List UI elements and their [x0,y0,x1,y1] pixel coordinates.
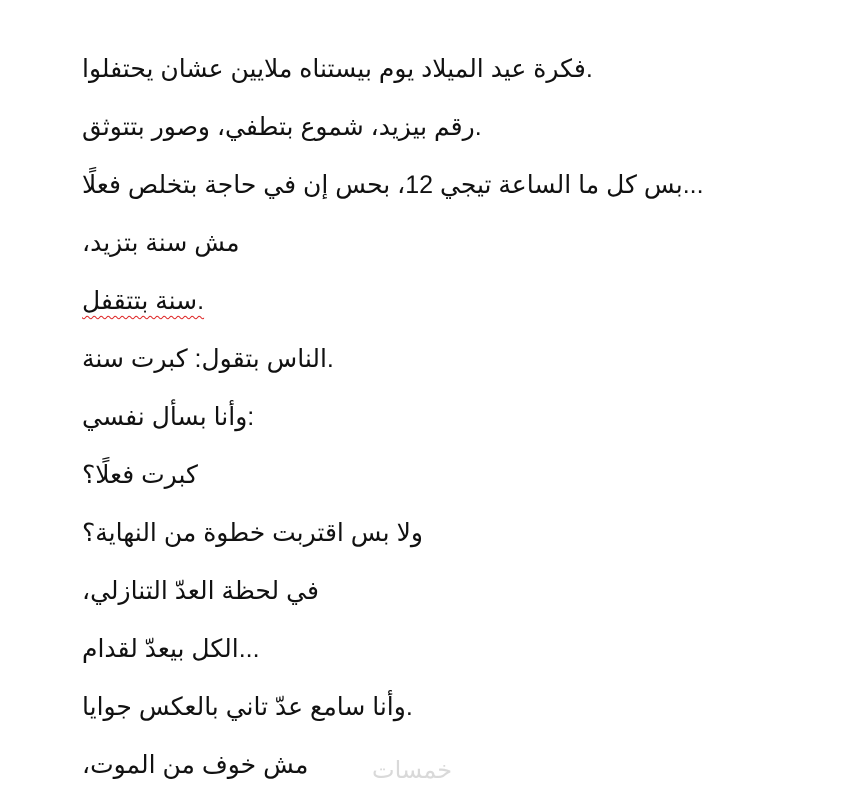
text-line-8: كبرت فعلًا؟ [82,461,198,489]
text-line-10: في لحظة العدّ التنازلي، [82,577,319,605]
text-line-7: :وأنا بسأل نفسي [82,403,255,431]
text-line-11: ...الكل بيعدّ لقدام [82,635,260,663]
text-line-2: .رقم بيزيد، شموع بتطفي، وصور بتتوثق [82,113,482,141]
text-line-6: .الناس بتقول: كبرت سنة [82,345,334,373]
watermark-logo: خمسات [372,756,453,784]
text-line-4: مش سنة بتزيد، [82,229,240,257]
text-line-3: ...بس كل ما الساعة تيجي 12، بحس إن في حاجة بتخلص فعلًا [82,171,704,199]
text-line-12: .وأنا سامع عدّ تاني بالعكس جوايا [82,693,413,721]
text-line-9: ولا بس اقتربت خطوة من النهاية؟ [82,519,423,547]
text-line-5: .سنة بتتقفل [82,287,205,315]
text-line-1: .فكرة عيد الميلاد يوم بيستناه ملايين عشان يحتفلوا [82,55,593,83]
text-body [82,40,782,794]
text-line-13: مش خوف من الموت، [82,751,309,779]
